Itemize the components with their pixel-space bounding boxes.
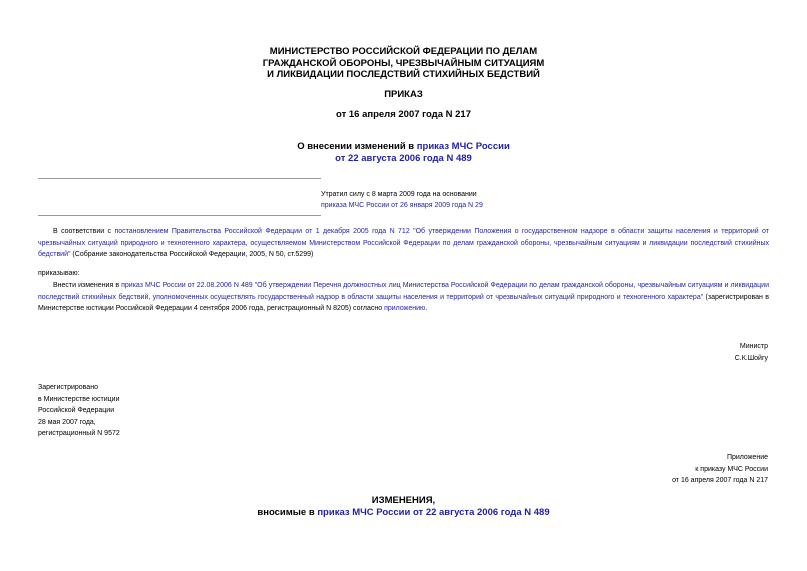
divider-bottom [38, 215, 321, 216]
ministry-header [200, 46, 607, 81]
header-line-1: МИНИСТЕРСТВО РОССИЙСКОЙ ФЕДЕРАЦИИ ПО ДЕЛАМ [269, 46, 538, 57]
subject-link-part-1[interactable]: приказ МЧС России [416, 141, 510, 152]
appendix-line-3: от 16 апреля 2007 года N 217 [672, 477, 768, 484]
order-text-2: (зарегистрирован в Министерстве юстиции Российской Федерации 4 сентября 2006 года, регистрационный N 8205) согласно [38, 293, 769, 313]
appendix-block [672, 452, 768, 487]
signature-title: Министр [739, 343, 768, 350]
status-note-line-1: Утратил силу с 8 марта 2009 года на основании [321, 191, 477, 198]
appendix-line-1: Приложение [726, 454, 768, 461]
registration-line-2: в Министерстве юстиции [38, 395, 120, 403]
order-paragraph [38, 280, 769, 315]
preamble-text-2: (Собрание законодательства Российской Федерации, 2005, N 50, ст.5299) [70, 251, 314, 259]
changes-link[interactable]: приказ МЧС России от 22 августа 2006 года N 489 [317, 507, 550, 518]
subject-prefix: О внесении изменений в [297, 141, 417, 152]
order-word: приказываю: [38, 270, 80, 277]
appendix-link[interactable]: приложению [384, 305, 426, 313]
preamble-paragraph [38, 226, 769, 261]
divider-top [38, 178, 321, 179]
subject-line-2 [200, 153, 607, 165]
changes-subtitle [200, 507, 607, 519]
registration-line-4: 28 мая 2007 года, [38, 418, 96, 426]
preamble-text-1: В соответствии с [53, 228, 115, 235]
subject-line-1 [200, 141, 607, 153]
header-line-3: И ЛИКВИДАЦИИ ПОСЛЕДСТВИЙ СТИХИЙНЫХ БЕДСТВИЙ [267, 69, 540, 80]
preamble-link[interactable]: постановлением Правительства Российской Федерации от 1 декабря 2005 года N 712 "Об утверждении Положения о государственном надзоре в области защиты населения и территорий от чрезвычайных ситуаций природного и техногенного характера, осуществляемом Министерством Российской Федерации по делам гражданской обороны, чрезвычайным ситуациям и ликвидации последствий стихийных бедствий" [38, 228, 769, 259]
order-text-3: . [425, 305, 428, 313]
registration-line-3: Российской Федерации [38, 407, 115, 414]
signature-name: С.К.Шойгу [734, 354, 768, 362]
subject-link-part-2[interactable]: от 22 августа 2006 года N 489 [335, 153, 472, 164]
doc-type-title: ПРИКАЗ [384, 89, 423, 100]
appendix-line-2: к приказу МЧС России [695, 465, 768, 473]
changes-title: ИЗМЕНЕНИЯ, [371, 495, 436, 506]
registration-line-5: регистрационный N 9572 [38, 430, 120, 437]
doc-date: от 16 апреля 2007 года N 217 [336, 109, 471, 120]
status-note-link[interactable]: приказа МЧС России от 26 января 2009 года N 29 [321, 202, 483, 209]
registration-line-1: Зарегистрировано [38, 384, 98, 391]
registration-block [38, 382, 120, 440]
changes-prefix: вносимые в [257, 507, 318, 518]
order-link-1[interactable]: приказ МЧС России от 22.08.2006 N 489 "Об утверждении Перечня должностных лиц Министерства Российской Федерации по делам гражданской обороны, чрезвычайным ситуациям и ликвидации последствий стихийных бедствий, уполномоченных осуществлять государственный надзор в области защиты населения и территорий от чрезвычайных ситуаций природного и техногенного характера" [38, 282, 769, 301]
order-text-1: Внести изменения в [53, 282, 122, 289]
header-line-2: ГРАЖДАНСКОЙ ОБОРОНЫ, ЧРЕЗВЫЧАЙНЫМ СИТУАЦИЯМ [262, 57, 545, 69]
signature-block [735, 341, 768, 364]
